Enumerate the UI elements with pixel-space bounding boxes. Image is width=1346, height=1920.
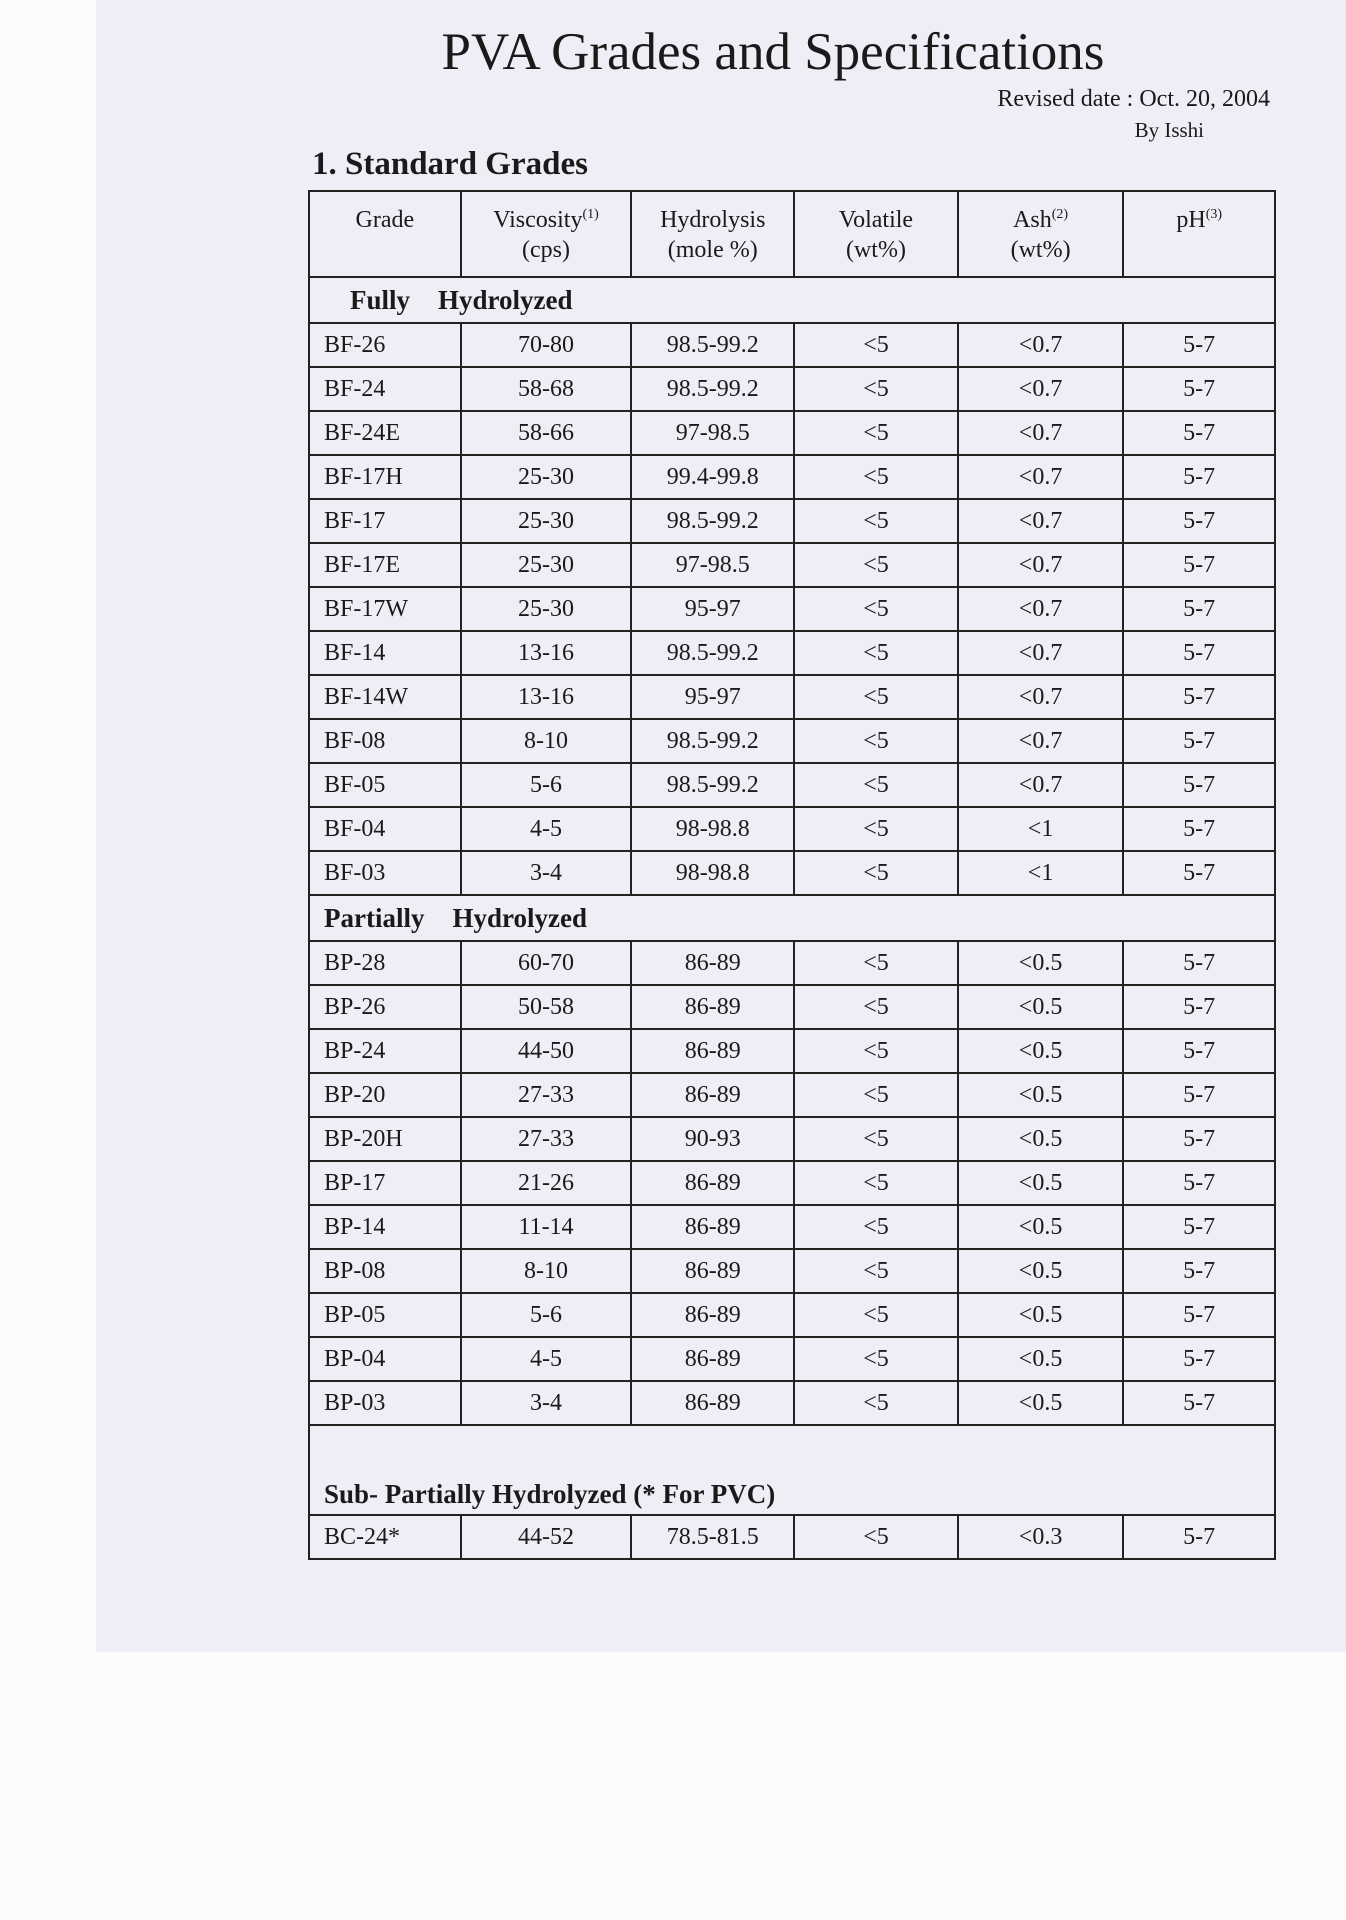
volatile-cell: <5 xyxy=(794,631,958,675)
ash-cell: <0.3 xyxy=(958,1515,1124,1559)
grade-cell: BF-24E xyxy=(309,411,461,455)
ph-cell: 5-7 xyxy=(1123,1073,1275,1117)
ph-cell: 5-7 xyxy=(1123,1117,1275,1161)
viscosity-cell: 4-5 xyxy=(461,1337,632,1381)
viscosity-cell: 5-6 xyxy=(461,763,632,807)
table-row xyxy=(309,367,1275,411)
grade-cell: BP-28 xyxy=(309,941,461,985)
ph-cell: 5-7 xyxy=(1123,719,1275,763)
volatile-cell: <5 xyxy=(794,367,958,411)
ph-cell: 5-7 xyxy=(1123,1029,1275,1073)
header-unit: (wt%) xyxy=(845,237,906,263)
table-row xyxy=(309,1381,1275,1425)
volatile-cell: <5 xyxy=(794,807,958,851)
table-row xyxy=(309,1515,1275,1559)
grade-cell: BP-14 xyxy=(309,1205,461,1249)
hydrolysis-cell: 98.5-99.2 xyxy=(631,719,794,763)
ash-cell: <0.5 xyxy=(958,1381,1124,1425)
group-title-suffix: Hydrolyzed xyxy=(452,902,587,933)
group-heading-row xyxy=(309,277,1275,323)
hydrolysis-cell: 95-97 xyxy=(631,675,794,719)
table-row xyxy=(309,675,1275,719)
viscosity-cell: 58-68 xyxy=(461,367,632,411)
table-row xyxy=(309,323,1275,367)
ash-cell: <0.7 xyxy=(958,455,1124,499)
ash-cell: <0.5 xyxy=(958,941,1124,985)
volatile-cell: <5 xyxy=(794,587,958,631)
hydrolysis-cell: 86-89 xyxy=(631,1381,794,1425)
viscosity-cell: 11-14 xyxy=(461,1205,632,1249)
table-row xyxy=(309,1293,1275,1337)
viscosity-cell: 27-33 xyxy=(461,1117,632,1161)
viscosity-cell: 44-52 xyxy=(461,1515,632,1559)
table-row xyxy=(309,719,1275,763)
ash-cell: <0.5 xyxy=(958,1249,1124,1293)
footnote-ref: (1) xyxy=(582,207,599,222)
hydrolysis-cell: 86-89 xyxy=(631,1249,794,1293)
author: By Isshi xyxy=(1134,118,1204,142)
hydrolysis-cell: 95-97 xyxy=(631,587,794,631)
header-unit: (cps) xyxy=(522,237,570,263)
ash-cell: <0.5 xyxy=(958,1117,1124,1161)
column-header xyxy=(794,191,958,277)
footnote-ref: (2) xyxy=(1051,207,1069,222)
viscosity-cell: 21-26 xyxy=(461,1161,632,1205)
group-title: Fully xyxy=(350,284,411,315)
table-row xyxy=(309,941,1275,985)
ph-cell: 5-7 xyxy=(1123,499,1275,543)
volatile-cell: <5 xyxy=(794,763,958,807)
volatile-cell: <5 xyxy=(794,1515,958,1559)
header-unit: (mole %) xyxy=(667,237,758,263)
header-unit: (wt%) xyxy=(1010,237,1071,263)
footnote-ref: (3) xyxy=(1205,207,1223,222)
ph-cell: 5-7 xyxy=(1123,455,1275,499)
ph-cell: 5-7 xyxy=(1123,323,1275,367)
section-heading: 1. Standard Grades xyxy=(312,146,588,182)
ash-cell: <1 xyxy=(958,851,1124,895)
ph-cell: 5-7 xyxy=(1123,587,1275,631)
document-title: PVA Grades and Specifications xyxy=(441,23,1105,81)
revised-date: Revised date : Oct. 20, 2004 xyxy=(997,86,1270,112)
group-title: Partially xyxy=(324,902,425,933)
ph-cell: 5-7 xyxy=(1123,941,1275,985)
table-row xyxy=(309,455,1275,499)
table-row xyxy=(309,985,1275,1029)
ph-cell: 5-7 xyxy=(1123,1205,1275,1249)
grade-cell: BC-24* xyxy=(309,1515,461,1559)
table-row xyxy=(309,631,1275,675)
ash-cell: <0.7 xyxy=(958,587,1124,631)
volatile-cell: <5 xyxy=(794,455,958,499)
viscosity-cell: 8-10 xyxy=(461,719,632,763)
grade-cell: BF-03 xyxy=(309,851,461,895)
table-row xyxy=(309,1249,1275,1293)
group-heading-row xyxy=(309,1425,1275,1515)
hydrolysis-cell: 86-89 xyxy=(631,1205,794,1249)
grade-cell: BF-24 xyxy=(309,367,461,411)
hydrolysis-cell: 97-98.5 xyxy=(631,543,794,587)
ash-cell: <0.5 xyxy=(958,985,1124,1029)
column-header xyxy=(958,191,1124,277)
viscosity-cell: 8-10 xyxy=(461,1249,632,1293)
grade-cell: BF-26 xyxy=(309,323,461,367)
header-label: Hydrolysis xyxy=(660,207,766,233)
grade-cell: BP-20 xyxy=(309,1073,461,1117)
ph-cell: 5-7 xyxy=(1123,1161,1275,1205)
hydrolysis-cell: 99.4-99.8 xyxy=(631,455,794,499)
table-row xyxy=(309,411,1275,455)
ph-cell: 5-7 xyxy=(1123,675,1275,719)
volatile-cell: <5 xyxy=(794,323,958,367)
table-row xyxy=(309,807,1275,851)
header-label: pH xyxy=(1176,207,1206,233)
viscosity-cell: 27-33 xyxy=(461,1073,632,1117)
table-row xyxy=(309,1117,1275,1161)
table-row xyxy=(309,851,1275,895)
viscosity-cell: 70-80 xyxy=(461,323,632,367)
volatile-cell: <5 xyxy=(794,719,958,763)
volatile-cell: <5 xyxy=(794,1161,958,1205)
viscosity-cell: 3-4 xyxy=(461,851,632,895)
viscosity-cell: 13-16 xyxy=(461,631,632,675)
grade-cell: BF-17H xyxy=(309,455,461,499)
ash-cell: <0.5 xyxy=(958,1293,1124,1337)
hydrolysis-cell: 86-89 xyxy=(631,941,794,985)
volatile-cell: <5 xyxy=(794,543,958,587)
table-row xyxy=(309,587,1275,631)
ash-cell: <0.7 xyxy=(958,543,1124,587)
ash-cell: <0.7 xyxy=(958,675,1124,719)
hydrolysis-cell: 86-89 xyxy=(631,1293,794,1337)
grade-cell: BP-24 xyxy=(309,1029,461,1073)
column-header xyxy=(461,191,632,277)
viscosity-cell: 25-30 xyxy=(461,499,632,543)
volatile-cell: <5 xyxy=(794,1249,958,1293)
table-row xyxy=(309,499,1275,543)
table-row xyxy=(309,1205,1275,1249)
ph-cell: 5-7 xyxy=(1123,1293,1275,1337)
ash-cell: <0.7 xyxy=(958,499,1124,543)
grade-cell: BP-04 xyxy=(309,1337,461,1381)
table-row xyxy=(309,543,1275,587)
grade-cell: BF-04 xyxy=(309,807,461,851)
viscosity-cell: 44-50 xyxy=(461,1029,632,1073)
viscosity-cell: 4-5 xyxy=(461,807,632,851)
column-header xyxy=(631,191,794,277)
grade-cell: BF-17E xyxy=(309,543,461,587)
volatile-cell: <5 xyxy=(794,1073,958,1117)
grade-cell: BP-08 xyxy=(309,1249,461,1293)
volatile-cell: <5 xyxy=(794,1117,958,1161)
volatile-cell: <5 xyxy=(794,1337,958,1381)
viscosity-cell: 25-30 xyxy=(461,455,632,499)
group-heading xyxy=(309,277,1275,323)
hydrolysis-cell: 98.5-99.2 xyxy=(631,499,794,543)
ash-cell: <0.7 xyxy=(958,411,1124,455)
ph-cell: 5-7 xyxy=(1123,631,1275,675)
hydrolysis-cell: 86-89 xyxy=(631,1337,794,1381)
ph-cell: 5-7 xyxy=(1123,985,1275,1029)
viscosity-cell: 58-66 xyxy=(461,411,632,455)
ash-cell: <0.7 xyxy=(958,323,1124,367)
ph-cell: 5-7 xyxy=(1123,543,1275,587)
grade-cell: BF-17 xyxy=(309,499,461,543)
viscosity-cell: 25-30 xyxy=(461,587,632,631)
grade-cell: BP-03 xyxy=(309,1381,461,1425)
group-title-suffix: Hydrolyzed xyxy=(438,284,573,315)
table-row xyxy=(309,1073,1275,1117)
ash-cell: <0.7 xyxy=(958,719,1124,763)
hydrolysis-cell: 98-98.8 xyxy=(631,851,794,895)
hydrolysis-cell: 90-93 xyxy=(631,1117,794,1161)
table-row xyxy=(309,1161,1275,1205)
volatile-cell: <5 xyxy=(794,1205,958,1249)
volatile-cell: <5 xyxy=(794,1293,958,1337)
viscosity-cell: 25-30 xyxy=(461,543,632,587)
hydrolysis-cell: 86-89 xyxy=(631,1029,794,1073)
grade-cell: BF-08 xyxy=(309,719,461,763)
column-header xyxy=(1123,191,1275,277)
header-label: Grade xyxy=(355,207,415,233)
table-row xyxy=(309,1029,1275,1073)
ph-cell: 5-7 xyxy=(1123,1515,1275,1559)
grade-cell: BP-20H xyxy=(309,1117,461,1161)
group-title: Sub- Partially Hydrolyzed (* For PVC) xyxy=(324,1479,776,1509)
ash-cell: <1 xyxy=(958,807,1124,851)
viscosity-cell: 5-6 xyxy=(461,1293,632,1337)
ph-cell: 5-7 xyxy=(1123,1337,1275,1381)
ash-cell: <0.5 xyxy=(958,1161,1124,1205)
viscosity-cell: 50-58 xyxy=(461,985,632,1029)
hydrolysis-cell: 86-89 xyxy=(631,1161,794,1205)
grade-cell: BP-26 xyxy=(309,985,461,1029)
volatile-cell: <5 xyxy=(794,985,958,1029)
ph-cell: 5-7 xyxy=(1123,1381,1275,1425)
grade-cell: BP-05 xyxy=(309,1293,461,1337)
table-row xyxy=(309,1337,1275,1381)
volatile-cell: <5 xyxy=(794,1029,958,1073)
column-header xyxy=(309,191,461,277)
group-heading xyxy=(309,895,1275,941)
hydrolysis-cell: 98.5-99.2 xyxy=(631,763,794,807)
volatile-cell: <5 xyxy=(794,941,958,985)
grade-cell: BF-14 xyxy=(309,631,461,675)
grade-cell: BP-17 xyxy=(309,1161,461,1205)
ph-cell: 5-7 xyxy=(1123,1249,1275,1293)
volatile-cell: <5 xyxy=(794,851,958,895)
hydrolysis-cell: 86-89 xyxy=(631,985,794,1029)
hydrolysis-cell: 98.5-99.2 xyxy=(631,367,794,411)
header-label: Volatile xyxy=(838,207,914,233)
ash-cell: <0.5 xyxy=(958,1337,1124,1381)
volatile-cell: <5 xyxy=(794,499,958,543)
group-heading-row xyxy=(309,895,1275,941)
grade-cell: BF-17W xyxy=(309,587,461,631)
grades-table xyxy=(308,190,1276,1560)
ph-cell: 5-7 xyxy=(1123,851,1275,895)
table-row xyxy=(309,763,1275,807)
grade-cell: BF-14W xyxy=(309,675,461,719)
grade-cell: BF-05 xyxy=(309,763,461,807)
hydrolysis-cell: 98.5-99.2 xyxy=(631,323,794,367)
viscosity-cell: 60-70 xyxy=(461,941,632,985)
ph-cell: 5-7 xyxy=(1123,763,1275,807)
hydrolysis-cell: 97-98.5 xyxy=(631,411,794,455)
ash-cell: <0.7 xyxy=(958,367,1124,411)
ph-cell: 5-7 xyxy=(1123,807,1275,851)
ph-cell: 5-7 xyxy=(1123,411,1275,455)
volatile-cell: <5 xyxy=(794,411,958,455)
hydrolysis-cell: 86-89 xyxy=(631,1073,794,1117)
ash-cell: <0.7 xyxy=(958,631,1124,675)
ash-cell: <0.5 xyxy=(958,1073,1124,1117)
ph-cell: 5-7 xyxy=(1123,367,1275,411)
ash-cell: <0.5 xyxy=(958,1205,1124,1249)
ash-cell: <0.7 xyxy=(958,763,1124,807)
volatile-cell: <5 xyxy=(794,675,958,719)
header-label: Viscosity xyxy=(493,207,583,233)
viscosity-cell: 13-16 xyxy=(461,675,632,719)
hydrolysis-cell: 78.5-81.5 xyxy=(631,1515,794,1559)
viscosity-cell: 3-4 xyxy=(461,1381,632,1425)
hydrolysis-cell: 98.5-99.2 xyxy=(631,631,794,675)
ash-cell: <0.5 xyxy=(958,1029,1124,1073)
volatile-cell: <5 xyxy=(794,1381,958,1425)
hydrolysis-cell: 98-98.8 xyxy=(631,807,794,851)
header-label: Ash xyxy=(1013,207,1052,233)
group-heading xyxy=(309,1425,1275,1515)
